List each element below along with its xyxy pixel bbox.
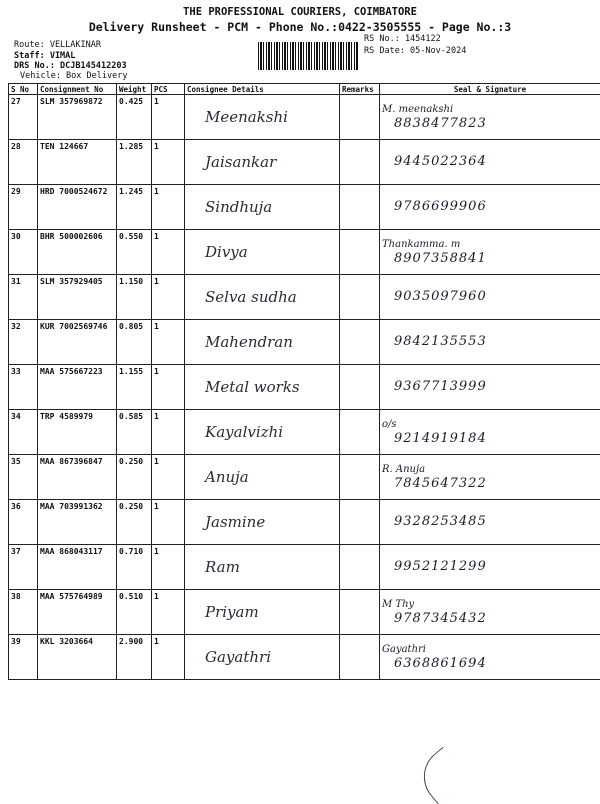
row-sno: 28: [9, 140, 38, 185]
row-consignee: Priyam: [185, 590, 340, 635]
signature-text: o/s: [382, 418, 598, 432]
row-pcs: 1: [152, 230, 185, 275]
row-weight: 2.900: [117, 635, 152, 680]
col-sno: S No: [9, 84, 38, 95]
row-sno: 31: [9, 275, 38, 320]
row-weight: 1.285: [117, 140, 152, 185]
table-row: [9, 140, 600, 185]
table-row: [9, 500, 600, 545]
row-weight: 0.425: [117, 95, 152, 140]
signature-phone: 6368861694: [382, 657, 598, 671]
signature-phone: 9786699906: [382, 200, 598, 214]
row-remarks: [340, 230, 380, 275]
signature-phone: 9787345432: [382, 612, 598, 626]
row-signature: [380, 140, 600, 185]
row-signature: [380, 365, 600, 410]
row-weight: 0.710: [117, 545, 152, 590]
row-consignment: TEN 124667: [38, 140, 117, 185]
signature-text: Gayathri: [382, 643, 598, 657]
row-remarks: [340, 410, 380, 455]
row-sno: 34: [9, 410, 38, 455]
signature-phone: 9328253485: [382, 515, 598, 529]
row-pcs: 1: [152, 455, 185, 500]
row-sno: 30: [9, 230, 38, 275]
row-consignee: Jaisankar: [185, 140, 340, 185]
signature-phone: 9842135553: [382, 335, 598, 349]
pen-stroke: [412, 747, 470, 804]
row-weight: 1.155: [117, 365, 152, 410]
barcode: [258, 42, 358, 70]
row-consignment: KUR 7002569746: [38, 320, 117, 365]
table-row: [9, 185, 600, 230]
row-signature: [380, 275, 600, 320]
row-signature: [380, 500, 600, 545]
row-signature: [380, 230, 600, 275]
row-weight: 1.245: [117, 185, 152, 230]
col-consignee: Consignee Details: [185, 84, 340, 95]
runsheet-table: [8, 83, 600, 680]
row-sno: 39: [9, 635, 38, 680]
row-remarks: [340, 455, 380, 500]
signature-text: M Thy: [382, 598, 598, 612]
row-signature: [380, 320, 600, 365]
document-subtitle: Delivery Runsheet - PCM - Phone No.:0422-3505555 - Page No.:3: [0, 20, 600, 34]
table-row: [9, 320, 600, 365]
col-weight: Weight: [117, 84, 152, 95]
col-remarks: Remarks: [340, 84, 380, 95]
signature-text: R. Anuja: [382, 463, 598, 477]
row-sno: 32: [9, 320, 38, 365]
rs-date: RS Date: 05-Nov-2024: [364, 46, 466, 56]
row-consignment: MAA 575667223: [38, 365, 117, 410]
signature-phone: 9214919184: [382, 432, 598, 446]
row-consignment: HRD 7000524672: [38, 185, 117, 230]
route-label: Route: VELLAKINAR: [14, 40, 101, 50]
row-consignee: Jasmine: [185, 500, 340, 545]
row-weight: 0.250: [117, 500, 152, 545]
row-consignee: Gayathri: [185, 635, 340, 680]
row-pcs: 1: [152, 590, 185, 635]
row-pcs: 1: [152, 320, 185, 365]
row-sno: 38: [9, 590, 38, 635]
signature-phone: 8838477823: [382, 117, 598, 131]
table-row: [9, 455, 600, 500]
table-row: [9, 635, 600, 680]
table-row: [9, 230, 600, 275]
row-signature: [380, 590, 600, 635]
row-consignment: BHR 500002606: [38, 230, 117, 275]
row-sno: 33: [9, 365, 38, 410]
row-consignment: MAA 868043117: [38, 545, 117, 590]
row-signature: [380, 95, 600, 140]
vehicle-label: Vehicle: Box Delivery: [20, 71, 127, 81]
row-consignment: MAA 867396847: [38, 455, 117, 500]
table-row: [9, 275, 600, 320]
row-sno: 36: [9, 500, 38, 545]
row-pcs: 1: [152, 365, 185, 410]
row-signature: [380, 455, 600, 500]
row-consignment: SLM 357969872: [38, 95, 117, 140]
row-weight: 0.550: [117, 230, 152, 275]
row-pcs: 1: [152, 500, 185, 545]
signature-phone: 9367713999: [382, 380, 598, 394]
table-row: [9, 95, 600, 140]
row-consignee: Selva sudha: [185, 275, 340, 320]
signature-phone: 8907358841: [382, 252, 598, 266]
row-remarks: [340, 365, 380, 410]
rs-number: RS No.: 1454122: [364, 34, 441, 44]
signature-phone: 9445022364: [382, 155, 598, 169]
row-remarks: [340, 635, 380, 680]
row-consignee: Mahendran: [185, 320, 340, 365]
table-header-row: [9, 84, 600, 95]
row-pcs: 1: [152, 635, 185, 680]
row-weight: 0.585: [117, 410, 152, 455]
row-pcs: 1: [152, 275, 185, 320]
row-sno: 37: [9, 545, 38, 590]
signature-phone: 9035097960: [382, 290, 598, 304]
table-row: [9, 410, 600, 455]
row-remarks: [340, 95, 380, 140]
row-remarks: [340, 590, 380, 635]
row-signature: [380, 545, 600, 590]
row-signature: [380, 185, 600, 230]
row-remarks: [340, 140, 380, 185]
row-consignment: MAA 703991362: [38, 500, 117, 545]
row-remarks: [340, 320, 380, 365]
staff-label: Staff: VIMAL: [14, 51, 75, 61]
row-weight: 1.150: [117, 275, 152, 320]
row-signature: [380, 410, 600, 455]
row-weight: 0.805: [117, 320, 152, 365]
document-title: THE PROFESSIONAL COURIERS, COIMBATORE: [0, 6, 600, 18]
row-consignee: Anuja: [185, 455, 340, 500]
signature-phone: 9952121299: [382, 560, 598, 574]
row-remarks: [340, 500, 380, 545]
col-pcs: PCS: [152, 84, 185, 95]
row-consignment: SLM 357929405: [38, 275, 117, 320]
signature-text: M. meenakshi: [382, 103, 598, 117]
row-weight: 0.250: [117, 455, 152, 500]
row-consignment: TRP 4589979: [38, 410, 117, 455]
row-signature: [380, 635, 600, 680]
row-consignment: KKL 3203664: [38, 635, 117, 680]
row-pcs: 1: [152, 95, 185, 140]
col-signature: Seal & Signature: [380, 84, 600, 95]
row-sno: 35: [9, 455, 38, 500]
table-row: [9, 545, 600, 590]
row-consignee: Meenakshi: [185, 95, 340, 140]
row-consignee: Divya: [185, 230, 340, 275]
table-row: [9, 365, 600, 410]
row-pcs: 1: [152, 185, 185, 230]
row-consignee: Ram: [185, 545, 340, 590]
signature-text: Thankamma. m: [382, 238, 598, 252]
row-sno: 27: [9, 95, 38, 140]
row-consignee: Metal works: [185, 365, 340, 410]
row-consignee: Sindhuja: [185, 185, 340, 230]
row-pcs: 1: [152, 140, 185, 185]
row-consignee: Kayalvizhi: [185, 410, 340, 455]
row-remarks: [340, 545, 380, 590]
table-row: [9, 590, 600, 635]
row-remarks: [340, 275, 380, 320]
row-pcs: 1: [152, 410, 185, 455]
col-consignment: Consignment No: [38, 84, 117, 95]
row-weight: 0.510: [117, 590, 152, 635]
signature-phone: 7845647322: [382, 477, 598, 491]
row-sno: 29: [9, 185, 38, 230]
row-remarks: [340, 185, 380, 230]
row-pcs: 1: [152, 545, 185, 590]
drs-number: DRS No.: DCJB145412203: [14, 61, 127, 71]
row-consignment: MAA 575764989: [38, 590, 117, 635]
